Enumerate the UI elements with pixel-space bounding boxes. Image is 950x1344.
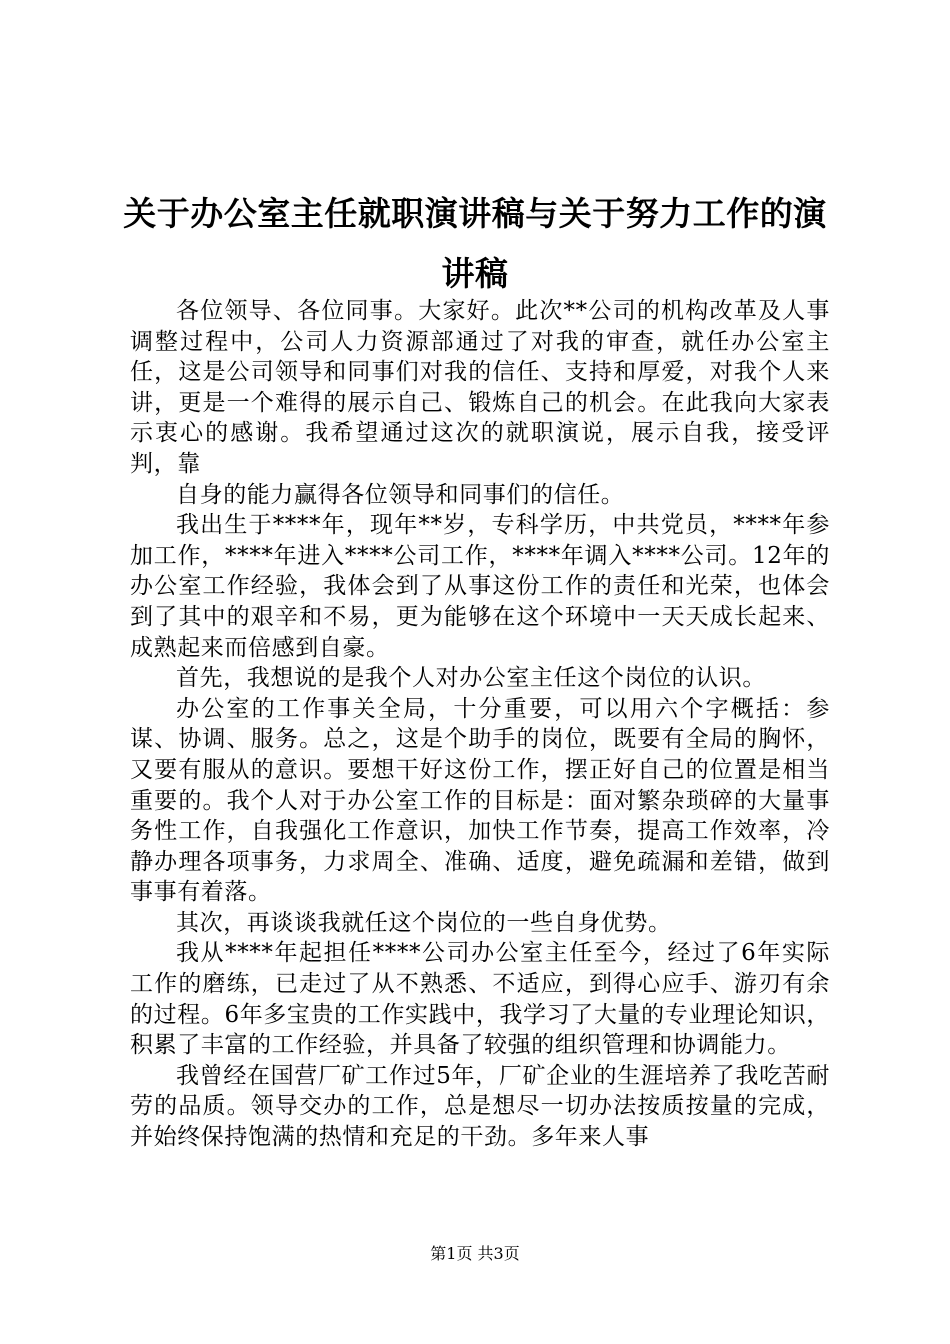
paragraph: 我曾经在国营厂矿工作过5年，厂矿企业的生涯培养了我吃苦耐劳的品质。领导交办的工作，总是想尽一切办法按质按量的完成，并始终保持饱满的热情和充足的干劲。多年来人事 [130,1062,830,1151]
document-body [130,296,830,1153]
paragraph: 各位领导、各位同事。大家好。此次**公司的机构改革及人事调整过程中，公司人力资源部通过了对我的审查，就任办公室主任，这是公司领导和同事们对我的信任、支持和厚爱，对我个人来讲，更是一个难得的展示自己、锻炼自己的机会。在此我向大家表示衷心的感谢。我希望通过这次的就职演说，展示自我，接受评判，靠 [130,298,830,477]
paragraph: 我从****年起担任****公司办公室主任至今，经过了6年实际工作的磨练，已走过了从不熟悉、不适应，到得心应手、游刃有余的过程。6年多宝贵的工作实践中，我学习了大量的专业理论知识，积累了丰富的工作经验，并具备了较强的组织管理和协调能力。 [130,940,830,1059]
paragraph: 办公室的工作事关全局，十分重要，可以用六个字概括：参谋、协调、服务。总之，这是个助手的岗位，既要有全局的胸怀，又要有服从的意识。要想干好这份工作，摆正好自己的位置是相当重要的。我个人对于办公室工作的目标是：面对繁杂琐碎的大量事务性工作，自我强化工作意识，加快工作节奏，提高工作效率，冷静办理各项事务，力求周全、准确、适度，避免疏漏和差错，做到事事有着落。 [130,695,830,906]
paragraph: 首先，我想说的是我个人对办公室主任这个岗位的认识。 [176,665,766,692]
paragraph: 自身的能力赢得各位领导和同事们的信任。 [176,481,625,508]
page-number-footer: 第1页 共3页 [430,1244,520,1263]
paragraph: 其次，再谈谈我就任这个岗位的一些自身优势。 [176,909,672,936]
paragraph: 我出生于****年，现年**岁，专科学历，中共党员，****年参加工作，****年进入****公司工作，****年调入****公司。12年的办公室工作经验，我体会到了从事这份工作的责任和光荣，也体会到了其中的艰辛和不易，更为能够在这个环境中一天天成长起来、成熟起来而倍感到自豪。 [130,512,830,661]
document-title: 关于办公室主任就职演讲稿与关于努力工作的演讲稿 [123,194,827,293]
